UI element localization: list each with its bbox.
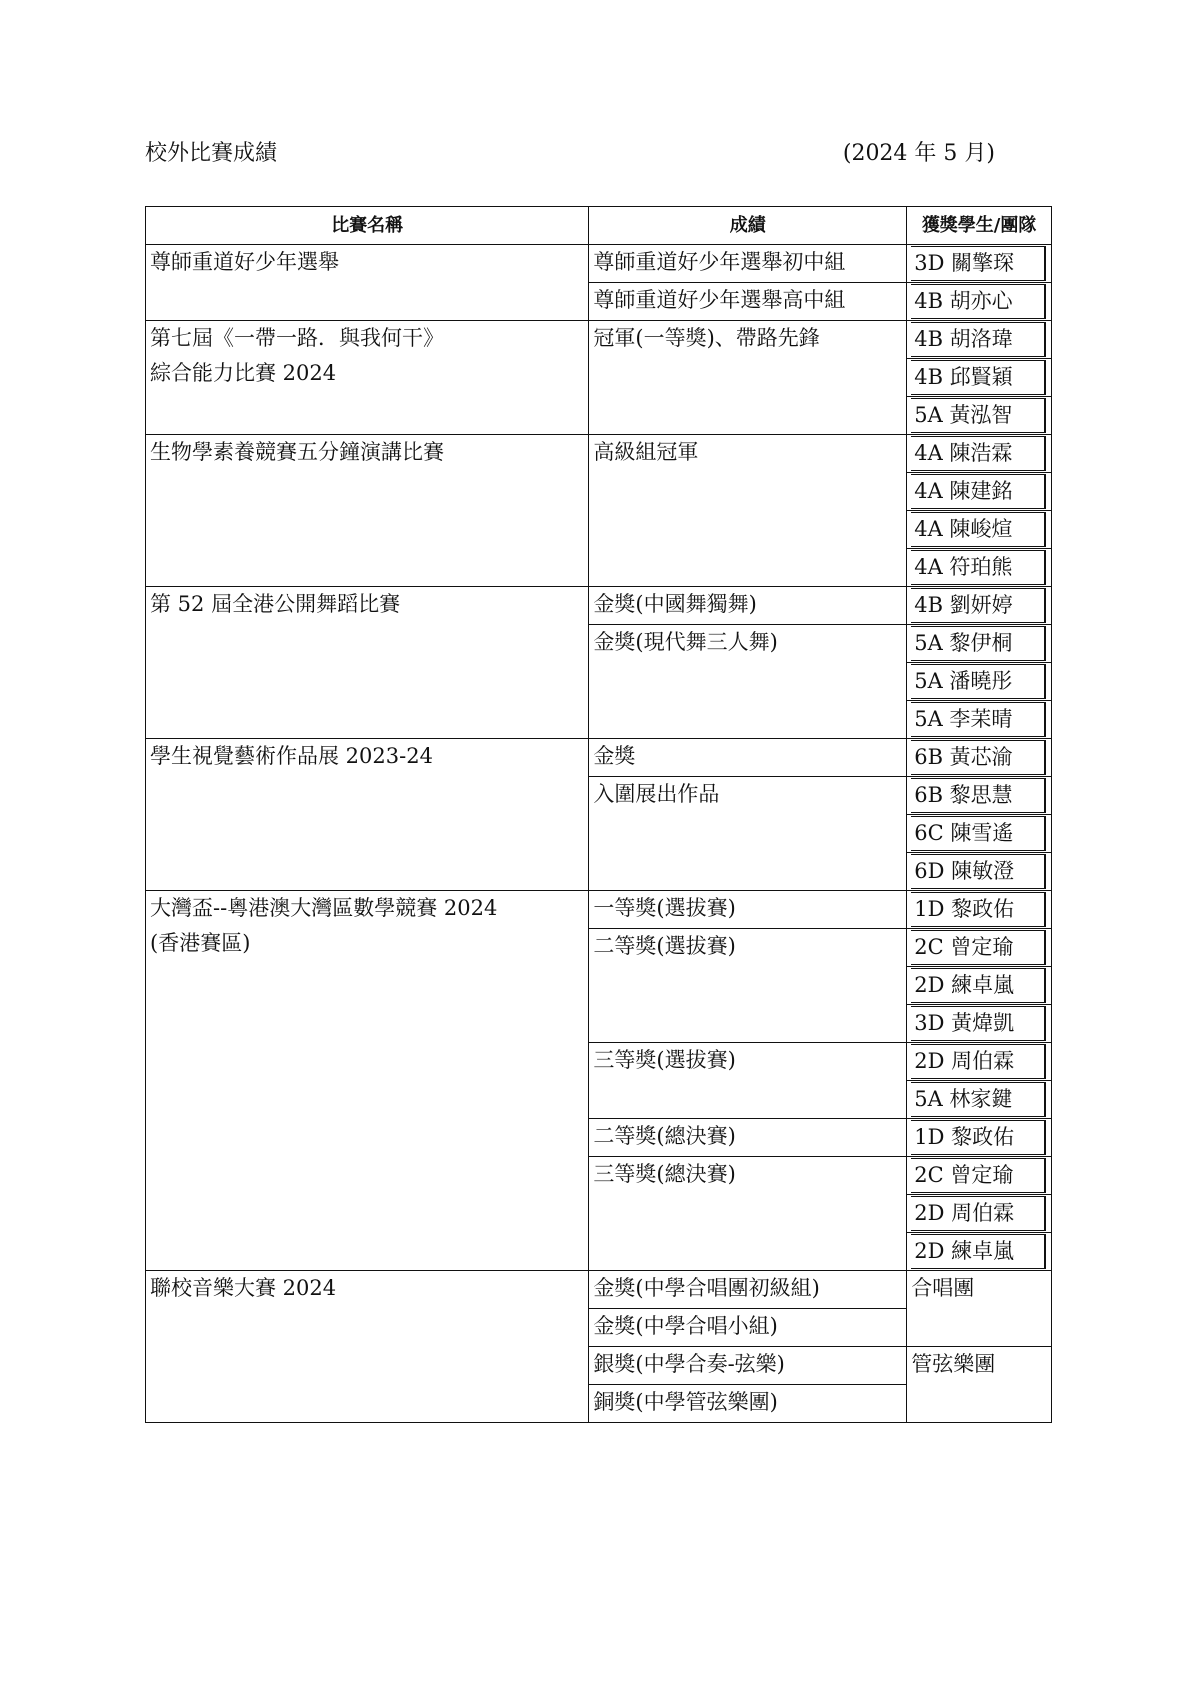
student-cell: [907, 397, 1052, 435]
competition-name-line: (香港賽區): [150, 931, 251, 955]
competition-name-line: 大灣盃--粵港澳大灣區數學競賽 2024: [150, 896, 498, 920]
table-row: [146, 435, 1052, 473]
student-cell: [907, 473, 1052, 511]
competition-name-line: 第七屆《一帶一路．與我何干》: [150, 326, 444, 350]
student-cell: [907, 1005, 1052, 1043]
competition-name-line: 第 52 屆全港公開舞蹈比賽: [150, 592, 401, 616]
result-cell: 金獎(中學合唱團初級組): [589, 1271, 907, 1309]
result-cell: 冠軍(一等獎)、帶路先鋒: [589, 321, 907, 435]
result-cell: 三等獎(總決賽): [589, 1157, 907, 1271]
student-name: 4A 陳浩霖: [911, 436, 1046, 471]
result-cell: 尊師重道好少年選舉高中組: [589, 283, 907, 321]
student-cell: [907, 739, 1052, 777]
student-cell: [907, 549, 1052, 587]
result-cell: 金獎(中學合唱小組): [589, 1309, 907, 1347]
results-table: [145, 206, 1052, 1423]
result-cell: 金獎(現代舞三人舞): [589, 625, 907, 739]
student-name: 2D 練卓嵐: [911, 1234, 1046, 1269]
result-cell: 二等獎(選拔賽): [589, 929, 907, 1043]
student-name: 2D 周伯霖: [911, 1044, 1046, 1079]
student-name: 3D 關擎琛: [911, 246, 1046, 281]
result-cell: 高級組冠軍: [589, 435, 907, 587]
result-cell: 一等獎(選拔賽): [589, 891, 907, 929]
page-header: [145, 136, 995, 172]
student-cell: [907, 245, 1052, 283]
result-cell: 銀獎(中學合奏-弦樂): [589, 1347, 907, 1385]
student-name: 3D 黃煒凱: [911, 1006, 1046, 1041]
student-name: 4A 符珀熊: [911, 550, 1046, 585]
student-cell: [907, 777, 1052, 815]
student-cell: [907, 587, 1052, 625]
competition-name-line: 綜合能力比賽 2024: [150, 361, 337, 385]
table-row: [146, 739, 1052, 777]
table-row: [146, 245, 1052, 283]
table-header-row: [146, 207, 1052, 245]
page-title: 校外比賽成績: [145, 141, 278, 166]
competition-name-cell: [146, 1271, 589, 1423]
student-cell: [907, 1043, 1052, 1081]
header-result: 成績: [589, 207, 907, 245]
result-cell: 金獎(中國舞獨舞): [589, 587, 907, 625]
table-row: [146, 321, 1052, 359]
student-name: 5A 黎伊桐: [911, 626, 1046, 661]
student-cell: [907, 853, 1052, 891]
results-body: [146, 245, 1052, 1423]
student-name: 1D 黎政佑: [911, 892, 1046, 927]
competition-name-cell: [146, 739, 589, 891]
student-cell: [907, 815, 1052, 853]
student-name: 4B 胡洛瑋: [911, 322, 1046, 357]
student-name: 4B 邱賢穎: [911, 360, 1046, 395]
competition-name-cell: [146, 891, 589, 1271]
table-row: [146, 891, 1052, 929]
student-name: 4A 陳峻煊: [911, 512, 1046, 547]
result-cell: 入圍展出作品: [589, 777, 907, 891]
table-row: [146, 1271, 1052, 1309]
competition-name-cell: [146, 245, 589, 321]
student-name: 2D 周伯霖: [911, 1196, 1046, 1231]
competition-name-cell: [146, 435, 589, 587]
student-cell: [907, 359, 1052, 397]
student-cell: [907, 929, 1052, 967]
student-cell: [907, 891, 1052, 929]
student-cell: [907, 511, 1052, 549]
student-name: 6B 黃芯渝: [911, 740, 1046, 775]
student-name: 5A 黃泓智: [911, 398, 1046, 433]
student-cell: [907, 701, 1052, 739]
competition-name-cell: [146, 587, 589, 739]
result-cell: 三等獎(選拔賽): [589, 1043, 907, 1119]
student-cell: [907, 1195, 1052, 1233]
student-cell: [907, 1233, 1052, 1271]
team-cell: 合唱團: [907, 1271, 1052, 1347]
student-name: 1D 黎政佑: [911, 1120, 1046, 1155]
report-date: (2024 年 5 月): [842, 141, 995, 166]
student-cell: [907, 283, 1052, 321]
student-name: 2D 練卓嵐: [911, 968, 1046, 1003]
student-cell: [907, 625, 1052, 663]
result-cell: 銅獎(中學管弦樂團): [589, 1385, 907, 1423]
competition-name-line: 生物學素養競賽五分鐘演講比賽: [150, 440, 444, 464]
student-cell: [907, 321, 1052, 359]
competition-name-line: 學生視覺藝術作品展 2023-24: [150, 744, 433, 768]
header-winners: 獲獎學生/團隊: [907, 207, 1052, 245]
result-cell: 尊師重道好少年選舉初中組: [589, 245, 907, 283]
student-name: 6B 黎思慧: [911, 778, 1046, 813]
student-name: 5A 李苿晴: [911, 702, 1046, 737]
competition-name-line: 尊師重道好少年選舉: [150, 250, 339, 274]
header-competition-name: 比賽名稱: [146, 207, 589, 245]
student-cell: [907, 435, 1052, 473]
team-cell: 管弦樂團: [907, 1347, 1052, 1423]
student-name: 5A 潘曉彤: [911, 664, 1046, 699]
student-name: 2C 曾定瑜: [911, 930, 1046, 965]
student-name: 4A 陳建銘: [911, 474, 1046, 509]
student-name: 6C 陳雪遙: [911, 816, 1046, 851]
student-cell: [907, 967, 1052, 1005]
table-row: [146, 587, 1052, 625]
student-name: 2C 曾定瑜: [911, 1158, 1046, 1193]
result-cell: 金獎: [589, 739, 907, 777]
student-name: 4B 劉妍婷: [911, 588, 1046, 623]
student-name: 5A 林家鍵: [911, 1082, 1046, 1117]
student-name: 6D 陳敏澄: [911, 854, 1046, 889]
result-cell: 二等獎(總決賽): [589, 1119, 907, 1157]
student-cell: [907, 1081, 1052, 1119]
competition-name-line: 聯校音樂大賽 2024: [150, 1276, 337, 1300]
competition-name-cell: [146, 321, 589, 435]
student-cell: [907, 1119, 1052, 1157]
student-cell: [907, 663, 1052, 701]
student-cell: [907, 1157, 1052, 1195]
student-name: 4B 胡亦心: [911, 284, 1046, 319]
